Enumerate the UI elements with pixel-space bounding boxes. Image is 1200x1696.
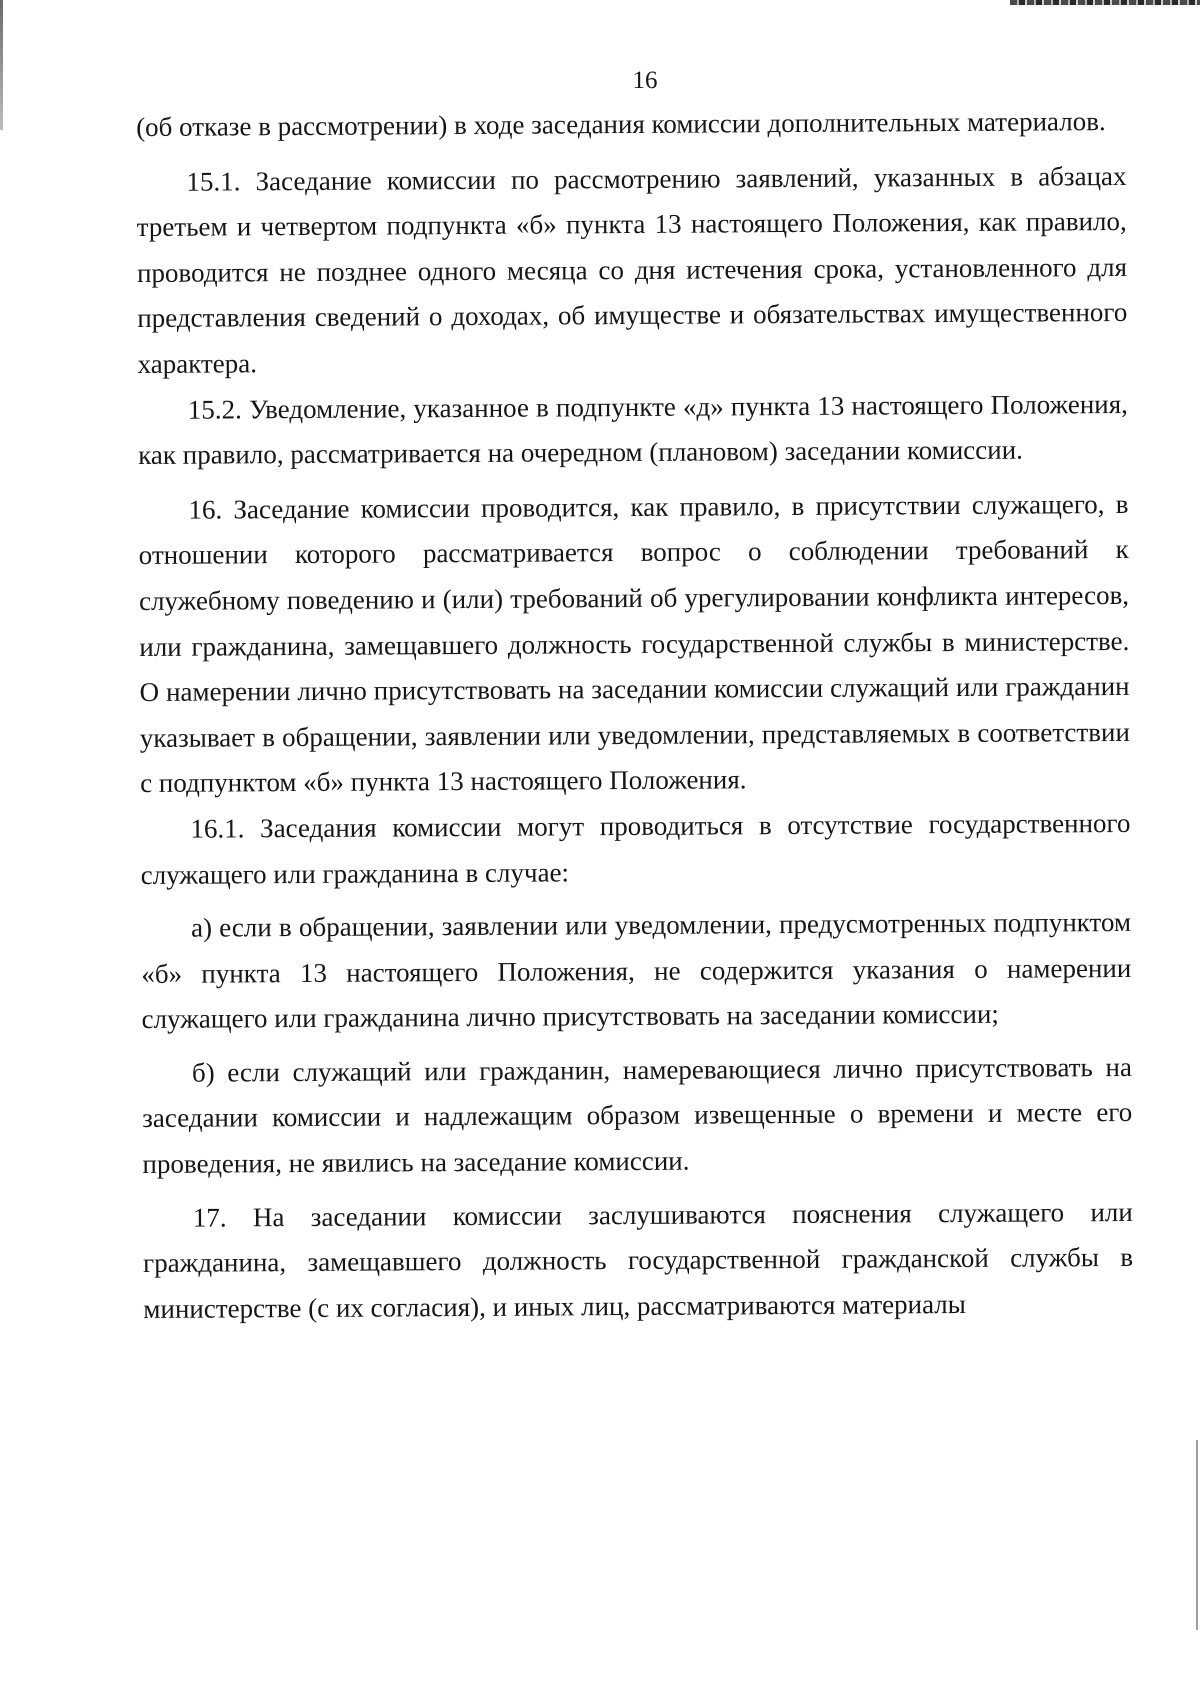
- paragraph-16-1-b: б) если служащий или гражданин, намеревающиеся лично присутствовать на заседании комиссии и надлежащим образом извещенные о времени и месте его проведения, не явились на заседание комиссии.: [142, 1051, 1133, 1180]
- paragraph-16: 16. Заседание комиссии проводится, как правило, в присутствии служащего, в отношении которого рассматривается вопрос о соблюдении требований к служебному поведению и (или) требований об урегулировании конфликта интересов, или гражданина, замещавшего должность государственной службы в министерстве. О намерении лично присутствовать на заседании комиссии служащий или гражданин указывает в обращении, заявлении или уведомлении, представляемых в соответствии с подпунктом «б» пункта 13 настоящего Положения.: [138, 488, 1130, 799]
- paragraph-continuation: (об отказе в рассмотрении) в ходе заседания комиссии дополнительных материалов.: [136, 106, 1106, 142]
- document-body: [136, 99, 1133, 1332]
- paragraph-16-1-a: а) если в обращении, заявлении или уведомлении, предусмотренных подпунктом «б» пункта 13 настоящего Положения, не содержится указания о намерении служащего или гражданина лично присутствовать на заседании комиссии;: [141, 907, 1132, 1035]
- paragraph-15-1: 15.1. Заседание комиссии по рассмотрению заявлений, указанных в абзацах третьем и четвертом подпункта «б» пункта 13 настоящего Положения, как правило, проводится не позднее одного месяца со дня истечения срока, установленного для представления сведений о доходах, об имуществе и обязательствах имущественного характера.: [136, 160, 1128, 379]
- scan-edge-left: [0, 0, 3, 130]
- paragraph-16-1: 16.1. Заседания комиссии могут проводиться в отсутствие государственного служащего или гражданина в случае:: [140, 807, 1131, 890]
- paragraph-15-2: 15.2. Уведомление, указанное в подпункте «д» пункта 13 настоящего Положения, как правило, рассматривается на очередном (плановом) заседании комиссии.: [138, 388, 1128, 471]
- page-number: 16: [632, 67, 658, 94]
- paragraph-17: 17. На заседании комиссии заслушиваются пояснения служащего или гражданина, замещавшего должность государственной гражданской службы в министерстве (с их согласия), и иных лиц, рассматриваются материалы: [142, 1196, 1134, 1324]
- scan-binding-mark: [1010, 0, 1200, 5]
- scan-edge-right: [1196, 1440, 1198, 1630]
